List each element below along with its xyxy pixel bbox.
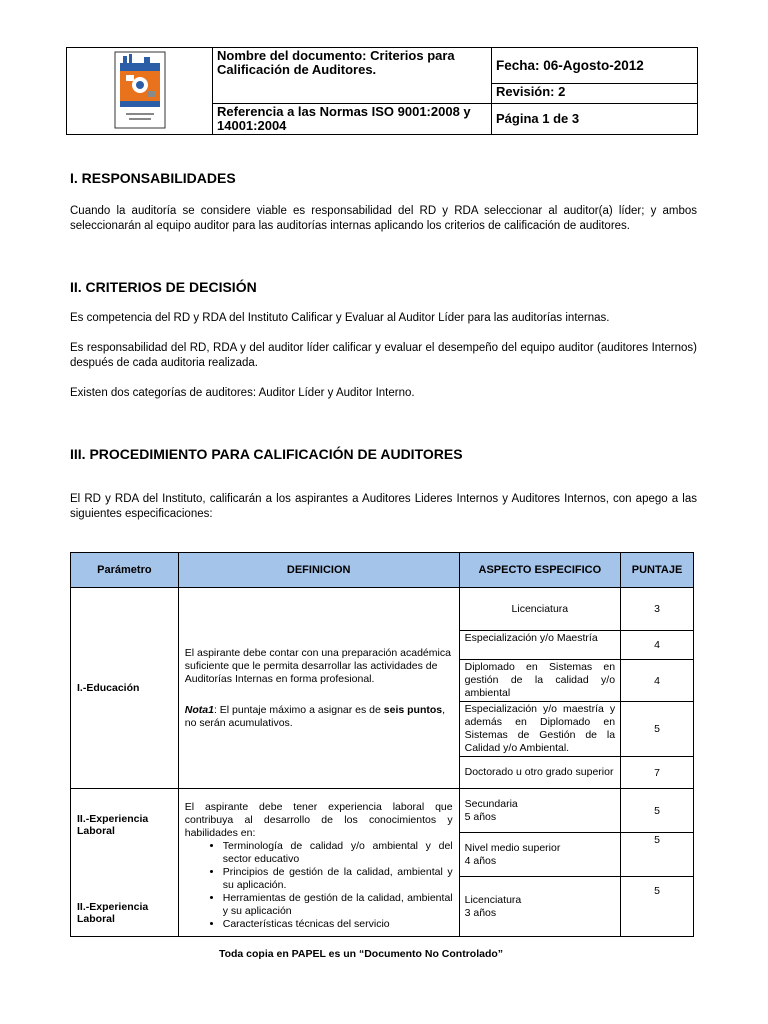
reference-cell: Referencia a las Normas ISO 9001:2008 y 14001:2004: [213, 104, 492, 135]
experience-bullet-list: [185, 840, 453, 931]
institute-logo-cell: [67, 48, 213, 135]
revision-cell: Revisión: 2: [492, 84, 698, 104]
note-1: [185, 704, 453, 730]
bullet-item: • Características técnicas del servicio: [223, 918, 453, 931]
points-cell: 4: [621, 660, 694, 702]
points-cell: 5: [621, 833, 694, 877]
section-3-title: III. PROCEDIMIENTO PARA CALIFICACIÓN DE AUDITORES: [70, 446, 463, 462]
aspect-level: Nivel medio superior: [464, 841, 561, 854]
note-1-bold: seis puntos: [383, 703, 443, 716]
section-2-paragraph-2: Es responsabilidad del RD, RDA y del auditor líder calificar y evaluar el desempeño del equipo auditor (auditores Internos) después de cada auditoria realizada.: [70, 342, 697, 369]
aspect-cell: Especialización y/o Maestría: [459, 631, 620, 660]
points-cell: 7: [621, 757, 694, 789]
aspect-cell: [459, 877, 620, 937]
header-puntaje: PUNTAJE: [621, 553, 694, 588]
bullet-item: • Principios de gestión de la calidad, ambiental y su aplicación.: [223, 866, 453, 892]
definition-experience-text: El aspirante debe tener experiencia laboral que contribuya al desarrollo de los conocimientos y habilidades en:: [184, 801, 453, 839]
page-number-cell: Página 1 de 3: [492, 104, 698, 135]
table-row: [71, 789, 694, 833]
aspect-cell: Especialización y/o maestría y además en Diplomado en Sistemas de Gestión de la Calidad y/o Ambiental.: [459, 702, 620, 757]
table-row: [71, 588, 694, 631]
points-cell: 4: [621, 631, 694, 660]
bullet-item: • Terminología de calidad y/o ambiental y del sector educativo: [223, 840, 453, 866]
param-experience-label-2: II.-Experiencia Laboral: [77, 901, 149, 925]
aspect-years: 5 años: [464, 810, 497, 823]
param-experience-label-1: II.-Experiencia Laboral: [77, 813, 149, 837]
doc-name-cell: Nombre del documento: Criterios para Calificación de Auditores.: [213, 48, 492, 104]
section-3-paragraph: El RD y RDA del Instituto, calificarán a los aspirantes a Auditores Lideres Internos y Auditores Internos, con apego a las siguientes especificaciones:: [70, 493, 697, 520]
date-cell: Fecha: 06-Agosto-2012: [492, 48, 698, 84]
bullet-item: • Herramientas de gestión de la calidad, ambiental y su aplicación: [223, 892, 453, 918]
definition-experience: [178, 789, 459, 937]
header-aspecto: ASPECTO ESPECIFICO: [459, 553, 620, 588]
param-education: I.-Educación: [71, 588, 179, 789]
points-cell: 5: [621, 877, 694, 937]
header-parametro: Parámetro: [71, 553, 179, 588]
definition-education-text: El aspirante debe contar con una preparación académica suficiente que le permita desarrollar las actividades de Auditorías Internas en forma profesional.: [184, 646, 451, 685]
table-header-row: [71, 553, 694, 588]
points-cell: 3: [621, 588, 694, 631]
institute-logo-icon: [114, 51, 166, 129]
note-1-text-b: , no serán acumulativos.: [184, 703, 446, 729]
aspect-cell: [459, 833, 620, 877]
aspect-cell: Licenciatura: [459, 588, 620, 631]
aspect-level: Secundaria: [464, 797, 518, 810]
definition-education: [178, 588, 459, 789]
footer-note: Toda copia en PAPEL es un “Documento No Controlado”: [218, 948, 504, 960]
criteria-table: [70, 552, 694, 937]
header-definicion: DEFINICION: [178, 553, 459, 588]
section-2-title: II. CRITERIOS DE DECISIÓN: [70, 279, 257, 295]
aspect-level: Licenciatura: [464, 893, 522, 906]
points-cell: 5: [621, 789, 694, 833]
note-1-text-a: : El puntaje máximo a asignar es de: [213, 703, 384, 716]
section-2-paragraph-1: Es competencia del RD y RDA del Instituto Calificar y Evaluar al Auditor Líder para las auditorías internas.: [70, 312, 610, 324]
aspect-cell: [459, 789, 620, 833]
aspect-cell: Diplomado en Sistemas en gestión de la calidad y/o ambiental: [459, 660, 620, 702]
points-cell: 5: [621, 702, 694, 757]
section-2-paragraph-3: Existen dos categorías de auditores: Auditor Líder y Auditor Interno.: [70, 387, 415, 399]
document-header-table: [66, 47, 698, 135]
section-1-paragraph: Cuando la auditoría se considere viable es responsabilidad del RD y RDA seleccionar al auditor(a) líder; y ambos seleccionarán al equipo auditor para las auditorías internas aplicando los criterios de calificación de auditores.: [70, 205, 697, 232]
section-1-title: I. RESPONSABILIDADES: [70, 170, 236, 186]
aspect-cell: Doctorado u otro grado superior: [459, 757, 620, 789]
aspect-years: 4 años: [464, 854, 497, 867]
aspect-years: 3 años: [464, 906, 497, 919]
note-1-label: Nota1: [184, 703, 214, 716]
param-experience: [71, 789, 179, 937]
